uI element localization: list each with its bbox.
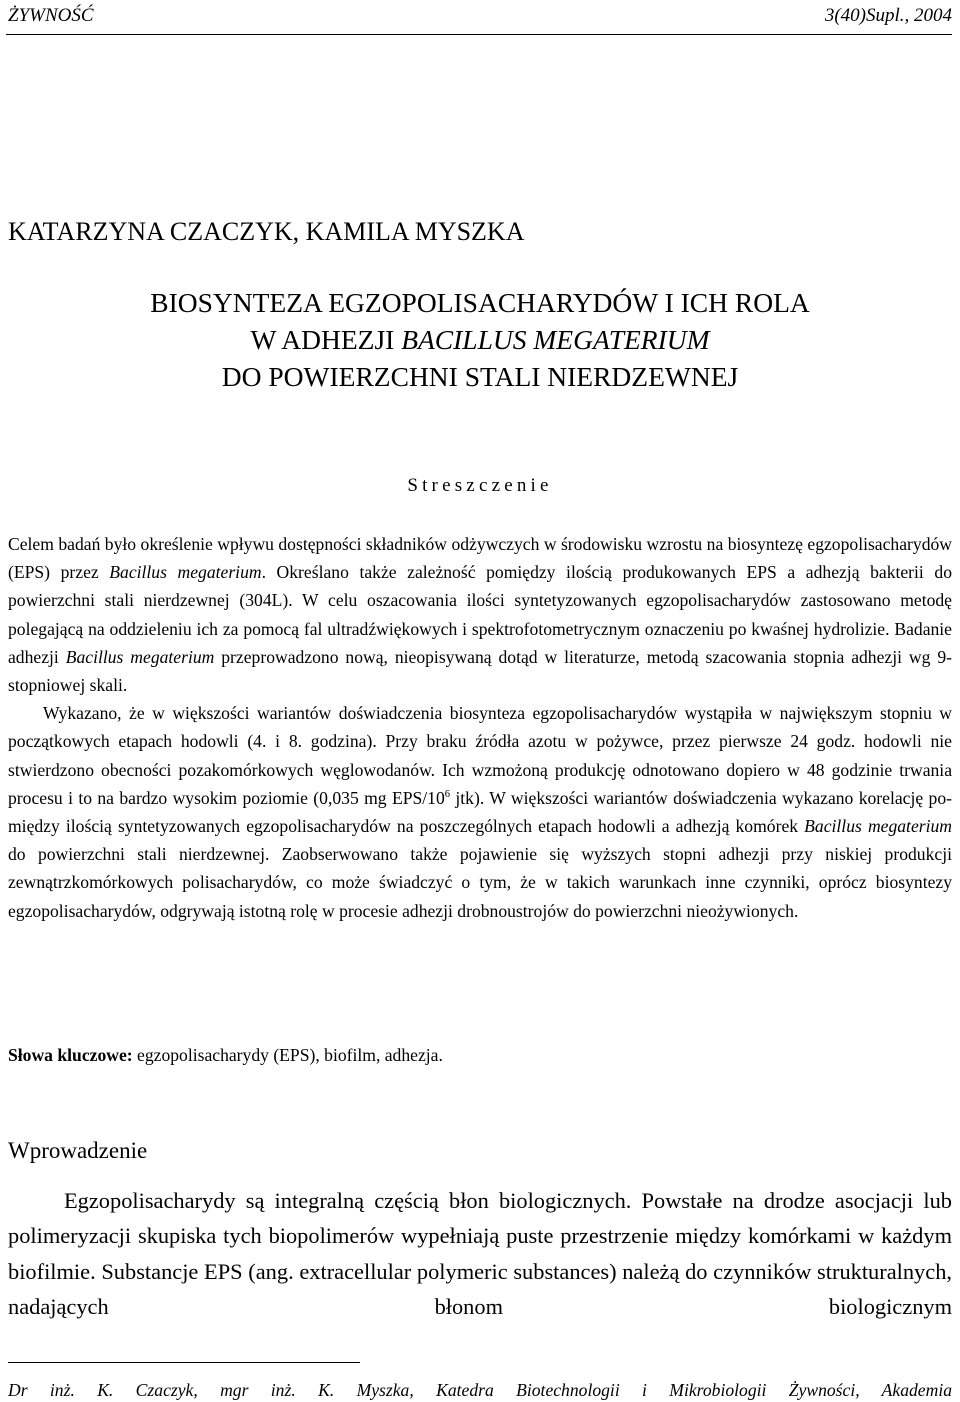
abstract-heading: Streszczenie bbox=[407, 475, 553, 496]
journal-name: ŻYWNOŚĆ bbox=[8, 5, 94, 26]
title-line-2 bbox=[0, 321, 960, 358]
keywords-label: Słowa kluczowe: bbox=[8, 1045, 133, 1065]
species-name: Bacillus megaterium bbox=[804, 816, 952, 837]
header-rule bbox=[6, 34, 952, 35]
title-line-2-prefix: W ADHEZJI bbox=[250, 324, 402, 355]
abstract-p1-text-a: Celem badań było określenie wpływu dostępności składników odżywczych w środowisku wzrostu na biosyntezę egzopolisacharydów (EPS) przez bbox=[8, 534, 952, 583]
title-line-3: DO POWIERZCHNI STALI NIERDZEWNEJ bbox=[221, 361, 739, 392]
introduction-body bbox=[8, 1183, 952, 1324]
author-affiliation-footnote: Dr inż. K. Czaczyk, mgr inż. K. Myszka, Katedra Biotechnologii i Mikrobiologii Żywności, Akademia bbox=[8, 1380, 952, 1400]
superscript-exponent: 6 bbox=[444, 788, 451, 800]
section-heading-introduction: Wprowadzenie bbox=[8, 1138, 148, 1163]
abstract-paragraph-1 bbox=[8, 530, 952, 699]
species-name: Bacillus megaterium bbox=[65, 646, 215, 667]
abstract-paragraph-2 bbox=[8, 699, 952, 925]
introduction-paragraph: Egzopolisacharydy są integralną częścią błon biologicznych. Powstałe na drodze asocjacji lub polimeryzacji skupiska tych biopolimerów wypełniają puste przestrzenie między komórkami w każdym biofilmie. Substancje EPS (ang. extracellular polymeric substances) należą do czynników strukturalnych, nadających błonom biologicznym bbox=[8, 1188, 952, 1319]
article-title bbox=[0, 284, 960, 395]
abstract-p2-text-b: jtk). W większości wariantów doświadczenia wykazano korelację pomiędzy ilością syntetyzowanych egzopolisacharydów na poszczególnych etapach hodowli a adhezją komórek bbox=[8, 787, 952, 837]
issue-info: 3(40)Supl., 2004 bbox=[824, 5, 952, 26]
abstract-p1-text-c: przeprowadzono nową, nieopisywaną dotąd w literaturze, metodą szacowania stopnia adhezji wg 9-stopniowej skali. bbox=[8, 646, 952, 696]
title-line-1: BIOSYNTEZA EGZOPOLISACHARYDÓW I ICH ROLA bbox=[150, 287, 810, 318]
title-species: BACILLUS MEGATERIUM bbox=[401, 324, 710, 355]
keywords-text: egzopolisacharydy (EPS), biofilm, adhezja. bbox=[132, 1045, 443, 1065]
abstract-p1-text-b: . Określano także zależność pomiędzy ilością produkowanych EPS a adhezją bakterii do powierzchni stali nierdzewnej (304L). W celu oszacowania ilości syntetyzowanych egzopolisacharydów zastosowano metodę polegającą na oddzieleniu ich za pomocą fal ultradźwiękowych i spektrofotometrycznym oznaczeniu po kwaśnej hydrolizie. Badanie adhezji bbox=[8, 562, 952, 667]
running-header bbox=[8, 4, 952, 28]
abstract-body bbox=[8, 530, 952, 925]
footnote-rule bbox=[8, 1362, 360, 1363]
abstract-p2-text-c: do powierzchni stali nierdzewnej. Zaobserwowano także pojawienie się wyższych stopni adhezji przy niskiej produkcji zewnątrzkomórkowych polisacharydów, co może świadczyć o tym, że w takich warunkach inne czynniki, oprócz biosyntezy egzopolisacharydów, odgrywają istotną rolę w procesie adhezji drobnoustrojów do powierzchni nieożywionych. bbox=[8, 844, 952, 921]
species-name: Bacillus megaterium bbox=[109, 562, 262, 583]
keywords bbox=[8, 1042, 443, 1068]
authors: KATARZYNA CZACZYK, KAMILA MYSZKA bbox=[8, 217, 525, 246]
abstract-p2-text-a: Wykazano, że w większości wariantów doświadczenia biosynteza egzopolisacharydów wystąpiła w największym stopniu w początkowych etapach hodowli (4. i 8. godzina). Przy braku źródła azotu w pożywce, przez pierwsze 24 godz. hodowli nie stwierdzono obecności pozakomórkowych węglowodanów. Ich wzmożoną produkcję odnotowano dopiero w 48 godzinie trwania procesu i to na bardzo wysokim poziomie (0,035 mg EPS/10 bbox=[8, 703, 952, 808]
